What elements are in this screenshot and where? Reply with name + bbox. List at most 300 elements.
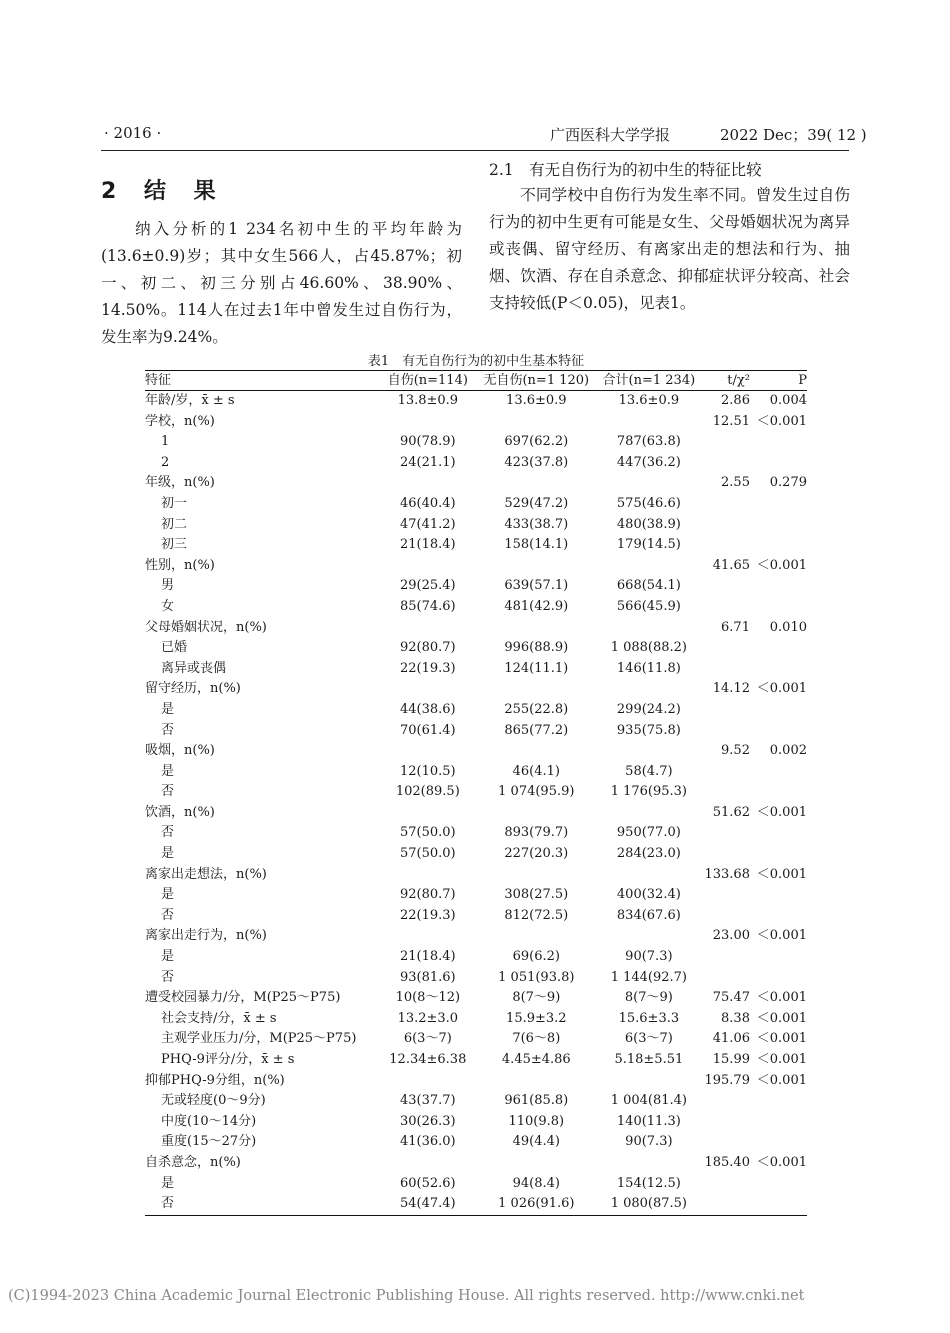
cell-no-self-harm — [479, 473, 593, 494]
cell-p-value: ＜0.001 — [756, 804, 807, 820]
cell-p-value — [750, 762, 807, 783]
cell-total: 935(75.8) — [616, 722, 681, 738]
cell-self-harm: 12.34±6.38 — [389, 1052, 467, 1067]
table-row — [145, 576, 807, 597]
table-row — [145, 762, 807, 783]
cell-p-value: 0.010 — [769, 619, 807, 635]
copyright-footer: (C)1994-2023 China Academic Journal Electronic Publishing House. All rights reserved. http://www.cnki.net — [8, 1288, 805, 1304]
row-label: 中度(10～14分) — [161, 1113, 257, 1129]
cell-total — [593, 803, 704, 824]
cell-statistic — [704, 494, 750, 515]
table-row — [145, 1194, 807, 1215]
cell-self-harm: 70(61.4) — [400, 722, 456, 738]
cell-total: 787(63.8) — [616, 434, 681, 450]
cell-statistic: 9.52 — [721, 743, 750, 759]
row-label: 吸烟，n(%) — [145, 743, 215, 759]
cell-total: 1 088(88.2) — [610, 640, 688, 656]
row-label: 离异或丧偶 — [161, 660, 227, 676]
cell-p-value — [750, 947, 807, 968]
cell-no-self-harm: 46(4.1) — [512, 763, 560, 779]
cell-total: 179(14.5) — [616, 537, 681, 553]
section-title: 2 结 果 — [101, 179, 226, 204]
row-label: 年龄/岁，x̄ ± s — [145, 393, 235, 408]
row-label: 2 — [161, 454, 170, 470]
cell-p-value: ＜0.001 — [756, 990, 807, 1006]
cell-self-harm — [376, 556, 479, 577]
cell-no-self-harm: 961(85.8) — [504, 1093, 569, 1109]
table-row — [145, 1029, 807, 1050]
cell-p-value — [750, 1174, 807, 1195]
row-label: 性别，n(%) — [145, 557, 215, 573]
journal-issue: 2022 Dec；39( 12 ) — [720, 126, 867, 144]
cell-total — [593, 741, 704, 762]
cell-total — [593, 1071, 704, 1092]
cell-self-harm: 29(25.4) — [400, 578, 456, 594]
cell-self-harm: 21(18.4) — [400, 537, 456, 553]
col-header-feature: 特征 — [145, 371, 376, 391]
table-row — [145, 947, 807, 968]
cell-total: 146(11.8) — [616, 660, 681, 676]
table-row — [145, 1071, 807, 1092]
cell-statistic: 41.65 — [712, 557, 750, 573]
cell-statistic — [704, 906, 750, 927]
cell-no-self-harm — [479, 803, 593, 824]
cell-statistic: 23.00 — [712, 928, 750, 944]
cell-self-harm — [376, 926, 479, 947]
cell-self-harm: 24(21.1) — [400, 454, 456, 470]
cell-p-value: ＜0.001 — [756, 1052, 807, 1067]
cell-p-value: 0.002 — [769, 743, 807, 759]
cell-statistic: 195.79 — [704, 1072, 750, 1088]
row-label: 否 — [145, 1194, 376, 1215]
row-label: PHQ-9评分/分，x̄ ± s — [161, 1052, 295, 1067]
row-label: 是 — [161, 949, 175, 965]
table-row — [145, 700, 807, 721]
cell-no-self-harm: 893(79.7) — [504, 825, 569, 841]
cell-total: 6(3～7) — [624, 1031, 673, 1047]
cell-p-value — [750, 700, 807, 721]
cell-statistic: 6.71 — [721, 619, 750, 635]
cell-statistic — [704, 659, 750, 680]
table-row — [145, 1174, 807, 1195]
cell-no-self-harm: 996(88.9) — [504, 640, 569, 656]
table-row — [145, 597, 807, 618]
cell-self-harm — [376, 473, 479, 494]
table-row — [145, 885, 807, 906]
cell-no-self-harm: 4.45±4.86 — [501, 1052, 571, 1067]
cell-no-self-harm: 158(14.1) — [504, 537, 569, 553]
cell-statistic: 41.06 — [712, 1031, 750, 1047]
cell-self-harm: 54(47.4) — [376, 1194, 479, 1215]
table-row — [145, 1132, 807, 1153]
table-row — [145, 741, 807, 762]
cell-p-value — [750, 638, 807, 659]
cell-statistic — [704, 597, 750, 618]
table-row — [145, 453, 807, 474]
cell-total: 447(36.2) — [616, 454, 681, 470]
cell-statistic — [704, 782, 750, 803]
cell-no-self-harm: 865(77.2) — [504, 722, 569, 738]
cell-self-harm — [376, 679, 479, 700]
cell-total — [593, 556, 704, 577]
table-header-row — [145, 371, 807, 391]
cell-no-self-harm: 94(8.4) — [512, 1175, 560, 1191]
cell-total: 90(7.3) — [625, 949, 673, 965]
cell-total: 90(7.3) — [625, 1134, 673, 1150]
table-row — [145, 1050, 807, 1071]
cell-p-value — [750, 597, 807, 618]
journal-name: 广西医科大学学报 — [550, 126, 671, 144]
col-header-statistic: t/χ² — [704, 371, 750, 391]
row-label: 抑郁PHQ-9分组，n(%) — [145, 1072, 285, 1088]
table-row — [145, 515, 807, 536]
cell-p-value: ＜0.001 — [756, 1072, 807, 1088]
cell-total: 1 080(87.5) — [593, 1194, 704, 1215]
cell-no-self-harm: 1 074(95.9) — [498, 784, 575, 800]
row-label: 是 — [161, 763, 175, 779]
cell-statistic — [704, 762, 750, 783]
cell-self-harm: 46(40.4) — [400, 495, 456, 511]
cell-total: 8(7～9) — [624, 990, 673, 1006]
cell-statistic: 8.38 — [721, 1010, 750, 1026]
cell-no-self-harm: 308(27.5) — [504, 887, 569, 903]
cell-no-self-harm: 69(6.2) — [512, 949, 560, 965]
cell-statistic — [704, 576, 750, 597]
table-row — [145, 782, 807, 803]
cell-no-self-harm — [479, 865, 593, 886]
table-row — [145, 721, 807, 742]
cell-statistic: 2.55 — [721, 475, 750, 491]
cell-total: 154(12.5) — [616, 1175, 681, 1191]
cell-no-self-harm: 227(20.3) — [504, 846, 569, 862]
cell-no-self-harm: 8(7～9) — [512, 990, 561, 1006]
cell-total: 13.6±0.9 — [618, 393, 680, 408]
table-row — [145, 865, 807, 886]
subsection-paragraph-text: 不同学校中自伤行为发生率不同。曾发生过自伤行为的初中生更有可能是女生、父母婚姻状况为离异或丧偶、留守经历、有离家出走的想法和行为、抽烟、饮酒、存在自杀意念、抑郁症状评分较高、社会支持较低(P＜0.05)，见表1。 — [489, 186, 850, 312]
cell-self-harm: 30(26.3) — [400, 1113, 456, 1129]
row-label: 女 — [161, 598, 175, 614]
cell-statistic: 12.51 — [712, 413, 750, 429]
cell-p-value — [750, 844, 807, 865]
row-label: 社会支持/分，x̄ ± s — [161, 1010, 277, 1026]
cell-no-self-harm — [479, 618, 593, 639]
cell-self-harm: 10(8～12) — [395, 990, 461, 1006]
cell-self-harm: 43(37.7) — [400, 1093, 456, 1109]
col-header-self-harm: 自伤(n=114) — [376, 371, 479, 391]
cell-statistic — [704, 1174, 750, 1195]
col-header-p-value: P — [750, 371, 807, 391]
cell-total: 834(67.6) — [616, 907, 681, 923]
row-label: 男 — [161, 578, 175, 594]
cell-no-self-harm: 7(6～8) — [512, 1031, 561, 1047]
cell-no-self-harm: 481(42.9) — [504, 598, 569, 614]
cell-self-harm — [376, 1153, 479, 1174]
row-label: 饮酒，n(%) — [145, 804, 215, 820]
cell-total — [593, 412, 704, 433]
results-paragraph-text: 纳入分析的1 234名初中生的平均年龄为(13.6±0.9)岁；其中女生566人，占45.87%；初一、初二、初三分别占46.60%、38.90%、14.50%。114人在过去1年中曾发生过自伤行为，发生率为9.24%。 — [101, 220, 462, 346]
cell-statistic — [704, 1132, 750, 1153]
cell-total: 480(38.9) — [616, 516, 681, 532]
cell-self-harm: 57(50.0) — [400, 825, 456, 841]
cell-total — [593, 865, 704, 886]
cell-p-value: ＜0.001 — [756, 1154, 807, 1170]
cell-statistic — [704, 432, 750, 453]
cell-p-value — [750, 1112, 807, 1133]
table-caption: 表1 有无自伤行为的初中生基本特征 — [367, 354, 585, 369]
table-row — [145, 432, 807, 453]
cell-statistic — [704, 1194, 750, 1215]
cell-p-value — [750, 453, 807, 474]
cell-no-self-harm — [479, 679, 593, 700]
cell-self-harm: 22(19.3) — [400, 907, 456, 923]
cell-self-harm: 41(36.0) — [400, 1134, 456, 1150]
table-row — [145, 906, 807, 927]
row-label: 初三 — [161, 537, 188, 553]
cell-no-self-harm: 124(11.1) — [504, 660, 569, 676]
cell-self-harm — [376, 412, 479, 433]
row-label: 重度(15～27分) — [161, 1134, 257, 1150]
cell-p-value — [750, 494, 807, 515]
cell-statistic: 51.62 — [712, 804, 750, 820]
cell-statistic — [704, 515, 750, 536]
table-row — [145, 1153, 807, 1174]
cell-total: 140(11.3) — [616, 1113, 681, 1129]
cell-total — [593, 679, 704, 700]
row-label: 否 — [161, 907, 175, 923]
table-row — [145, 803, 807, 824]
cell-no-self-harm: 812(72.5) — [504, 907, 569, 923]
cell-p-value — [750, 1132, 807, 1153]
cell-total: 400(32.4) — [616, 887, 681, 903]
table-row — [145, 1091, 807, 1112]
cell-no-self-harm — [479, 556, 593, 577]
cell-p-value — [750, 885, 807, 906]
cell-statistic — [704, 453, 750, 474]
cell-statistic — [704, 823, 750, 844]
cell-total: 299(24.2) — [616, 701, 681, 717]
table-row — [145, 556, 807, 577]
results-paragraph — [101, 216, 462, 351]
row-label: 1 — [161, 434, 170, 450]
cell-total — [593, 1153, 704, 1174]
cell-self-harm — [376, 618, 479, 639]
cell-no-self-harm: 639(57.1) — [504, 578, 569, 594]
cell-statistic — [704, 844, 750, 865]
cell-no-self-harm — [479, 741, 593, 762]
cell-p-value — [750, 1194, 807, 1215]
cell-p-value: ＜0.001 — [756, 1010, 807, 1026]
cell-p-value: ＜0.001 — [756, 1031, 807, 1047]
cell-self-harm: 13.2±3.0 — [397, 1010, 459, 1026]
table-row — [145, 391, 807, 412]
cell-total: 1 144(92.7) — [610, 969, 688, 985]
cell-statistic — [704, 885, 750, 906]
cell-total: 950(77.0) — [616, 825, 681, 841]
row-label: 无或轻度(0～9分) — [161, 1093, 266, 1109]
cell-total: 5.18±5.51 — [614, 1052, 684, 1067]
cell-statistic — [704, 721, 750, 742]
cell-no-self-harm — [479, 926, 593, 947]
cell-statistic: 185.40 — [704, 1154, 750, 1170]
cell-p-value: 0.279 — [769, 475, 807, 491]
cell-p-value — [750, 721, 807, 742]
subsection-title: 2.1 有无自伤行为的初中生的特征比较 — [489, 161, 762, 179]
cell-self-harm: 13.8±0.9 — [397, 393, 459, 408]
cell-p-value: ＜0.001 — [756, 928, 807, 944]
row-label: 自杀意念，n(%) — [145, 1154, 241, 1170]
cell-total: 15.6±3.3 — [618, 1010, 680, 1026]
cell-total — [593, 473, 704, 494]
cell-p-value — [750, 576, 807, 597]
cell-no-self-harm: 433(38.7) — [504, 516, 569, 532]
table-row — [145, 618, 807, 639]
cell-self-harm: 92(80.7) — [400, 640, 456, 656]
cell-no-self-harm: 13.6±0.9 — [506, 393, 567, 408]
row-label: 离家出走想法，n(%) — [145, 866, 267, 882]
table-row — [145, 494, 807, 515]
page-number: · 2016 · — [104, 124, 162, 142]
cell-self-harm: 93(81.6) — [400, 969, 456, 985]
table-row — [145, 679, 807, 700]
cell-total: 1 176(95.3) — [610, 784, 688, 800]
cell-statistic — [704, 1112, 750, 1133]
row-label: 年级，n(%) — [145, 475, 215, 491]
table-row — [145, 412, 807, 433]
cell-statistic: 133.68 — [704, 866, 750, 882]
cell-self-harm — [376, 741, 479, 762]
row-label: 是 — [161, 1175, 175, 1191]
cell-no-self-harm — [479, 1153, 593, 1174]
cell-p-value — [750, 782, 807, 803]
cell-statistic: 75.47 — [712, 990, 750, 1006]
table-row — [145, 535, 807, 556]
row-label: 已婚 — [161, 640, 188, 656]
cell-statistic: 14.12 — [712, 681, 750, 697]
row-label: 初一 — [161, 495, 188, 511]
cell-p-value — [750, 515, 807, 536]
cell-self-harm: 85(74.6) — [400, 598, 456, 614]
row-label: 否 — [161, 722, 175, 738]
row-label: 否 — [161, 969, 175, 985]
cell-statistic — [704, 1091, 750, 1112]
cell-no-self-harm: 110(9.8) — [508, 1113, 565, 1129]
cell-self-harm — [376, 1071, 479, 1092]
cell-self-harm: 102(89.5) — [395, 784, 460, 800]
row-label: 遭受校园暴力/分，M(P25～P75) — [145, 990, 341, 1006]
cell-self-harm — [376, 803, 479, 824]
cell-p-value — [750, 659, 807, 680]
cell-no-self-harm: 15.9±3.2 — [506, 1010, 567, 1026]
table-row — [145, 926, 807, 947]
cell-total — [593, 618, 704, 639]
cell-p-value: 0.004 — [769, 393, 807, 408]
cell-p-value: ＜0.001 — [756, 681, 807, 697]
row-label: 是 — [161, 846, 175, 862]
cell-statistic: 15.99 — [712, 1052, 750, 1067]
table-row — [145, 1112, 807, 1133]
col-header-total: 合计(n=1 234) — [593, 371, 704, 391]
table-row — [145, 638, 807, 659]
cell-self-harm: 92(80.7) — [400, 887, 456, 903]
cell-p-value — [750, 432, 807, 453]
cell-statistic — [704, 947, 750, 968]
table-row — [145, 968, 807, 989]
cell-self-harm: 47(41.2) — [400, 516, 456, 532]
cell-p-value — [750, 906, 807, 927]
cell-no-self-harm: 1 051(93.8) — [498, 969, 575, 985]
cell-total: 58(4.7) — [625, 763, 673, 779]
cell-p-value: ＜0.001 — [756, 413, 807, 429]
cell-statistic — [704, 535, 750, 556]
cell-total: 668(54.1) — [616, 578, 681, 594]
table-row — [145, 1009, 807, 1030]
row-label: 留守经历，n(%) — [145, 681, 241, 697]
row-label: 是 — [161, 701, 175, 717]
row-label: 父母婚姻状况，n(%) — [145, 619, 267, 635]
row-label: 初二 — [161, 516, 188, 532]
cell-no-self-harm — [479, 412, 593, 433]
cell-no-self-harm: 49(4.4) — [512, 1134, 560, 1150]
table-row — [145, 823, 807, 844]
row-label: 是 — [161, 887, 175, 903]
cell-total: 566(45.9) — [616, 598, 681, 614]
cell-self-harm: 44(38.6) — [400, 701, 456, 717]
cell-self-harm: 22(19.3) — [400, 660, 456, 676]
cell-no-self-harm: 255(22.8) — [504, 701, 569, 717]
cell-p-value — [750, 1091, 807, 1112]
cell-p-value — [750, 823, 807, 844]
table-row — [145, 844, 807, 865]
cell-statistic — [704, 700, 750, 721]
cell-self-harm: 12(10.5) — [400, 763, 456, 779]
cell-total: 575(46.6) — [616, 495, 681, 511]
row-label: 否 — [161, 784, 175, 800]
cell-statistic — [704, 638, 750, 659]
cell-no-self-harm — [479, 1071, 593, 1092]
cell-self-harm — [376, 865, 479, 886]
cell-no-self-harm: 423(37.8) — [504, 454, 569, 470]
cell-self-harm: 6(3～7) — [403, 1031, 452, 1047]
subsection-paragraph — [489, 182, 850, 317]
row-label: 否 — [161, 825, 175, 841]
cell-self-harm: 60(52.6) — [400, 1175, 456, 1191]
cell-p-value — [750, 968, 807, 989]
cell-self-harm: 57(50.0) — [400, 846, 456, 862]
cell-total: 284(23.0) — [616, 846, 681, 862]
cell-self-harm: 21(18.4) — [400, 949, 456, 965]
table-row — [145, 473, 807, 494]
cell-p-value: ＜0.001 — [756, 866, 807, 882]
cell-total — [593, 926, 704, 947]
cell-no-self-harm: 1 026(91.6) — [479, 1194, 593, 1215]
table-row — [145, 659, 807, 680]
characteristics-table — [145, 370, 807, 1216]
table-row — [145, 988, 807, 1009]
col-header-no-self-harm: 无自伤(n=1 120) — [479, 371, 593, 391]
cell-self-harm: 90(78.9) — [400, 434, 456, 450]
row-label: 离家出走行为，n(%) — [145, 928, 267, 944]
header-rule — [101, 150, 849, 151]
cell-no-self-harm: 529(47.2) — [504, 495, 569, 511]
cell-p-value: ＜0.001 — [756, 557, 807, 573]
row-label: 主观学业压力/分，M(P25～P75) — [161, 1031, 357, 1047]
cell-no-self-harm: 697(62.2) — [504, 434, 569, 450]
row-label: 学校，n(%) — [145, 413, 215, 429]
cell-statistic: 2.86 — [721, 393, 750, 408]
cell-statistic — [704, 968, 750, 989]
cell-total: 1 004(81.4) — [610, 1093, 688, 1109]
cell-p-value — [750, 535, 807, 556]
